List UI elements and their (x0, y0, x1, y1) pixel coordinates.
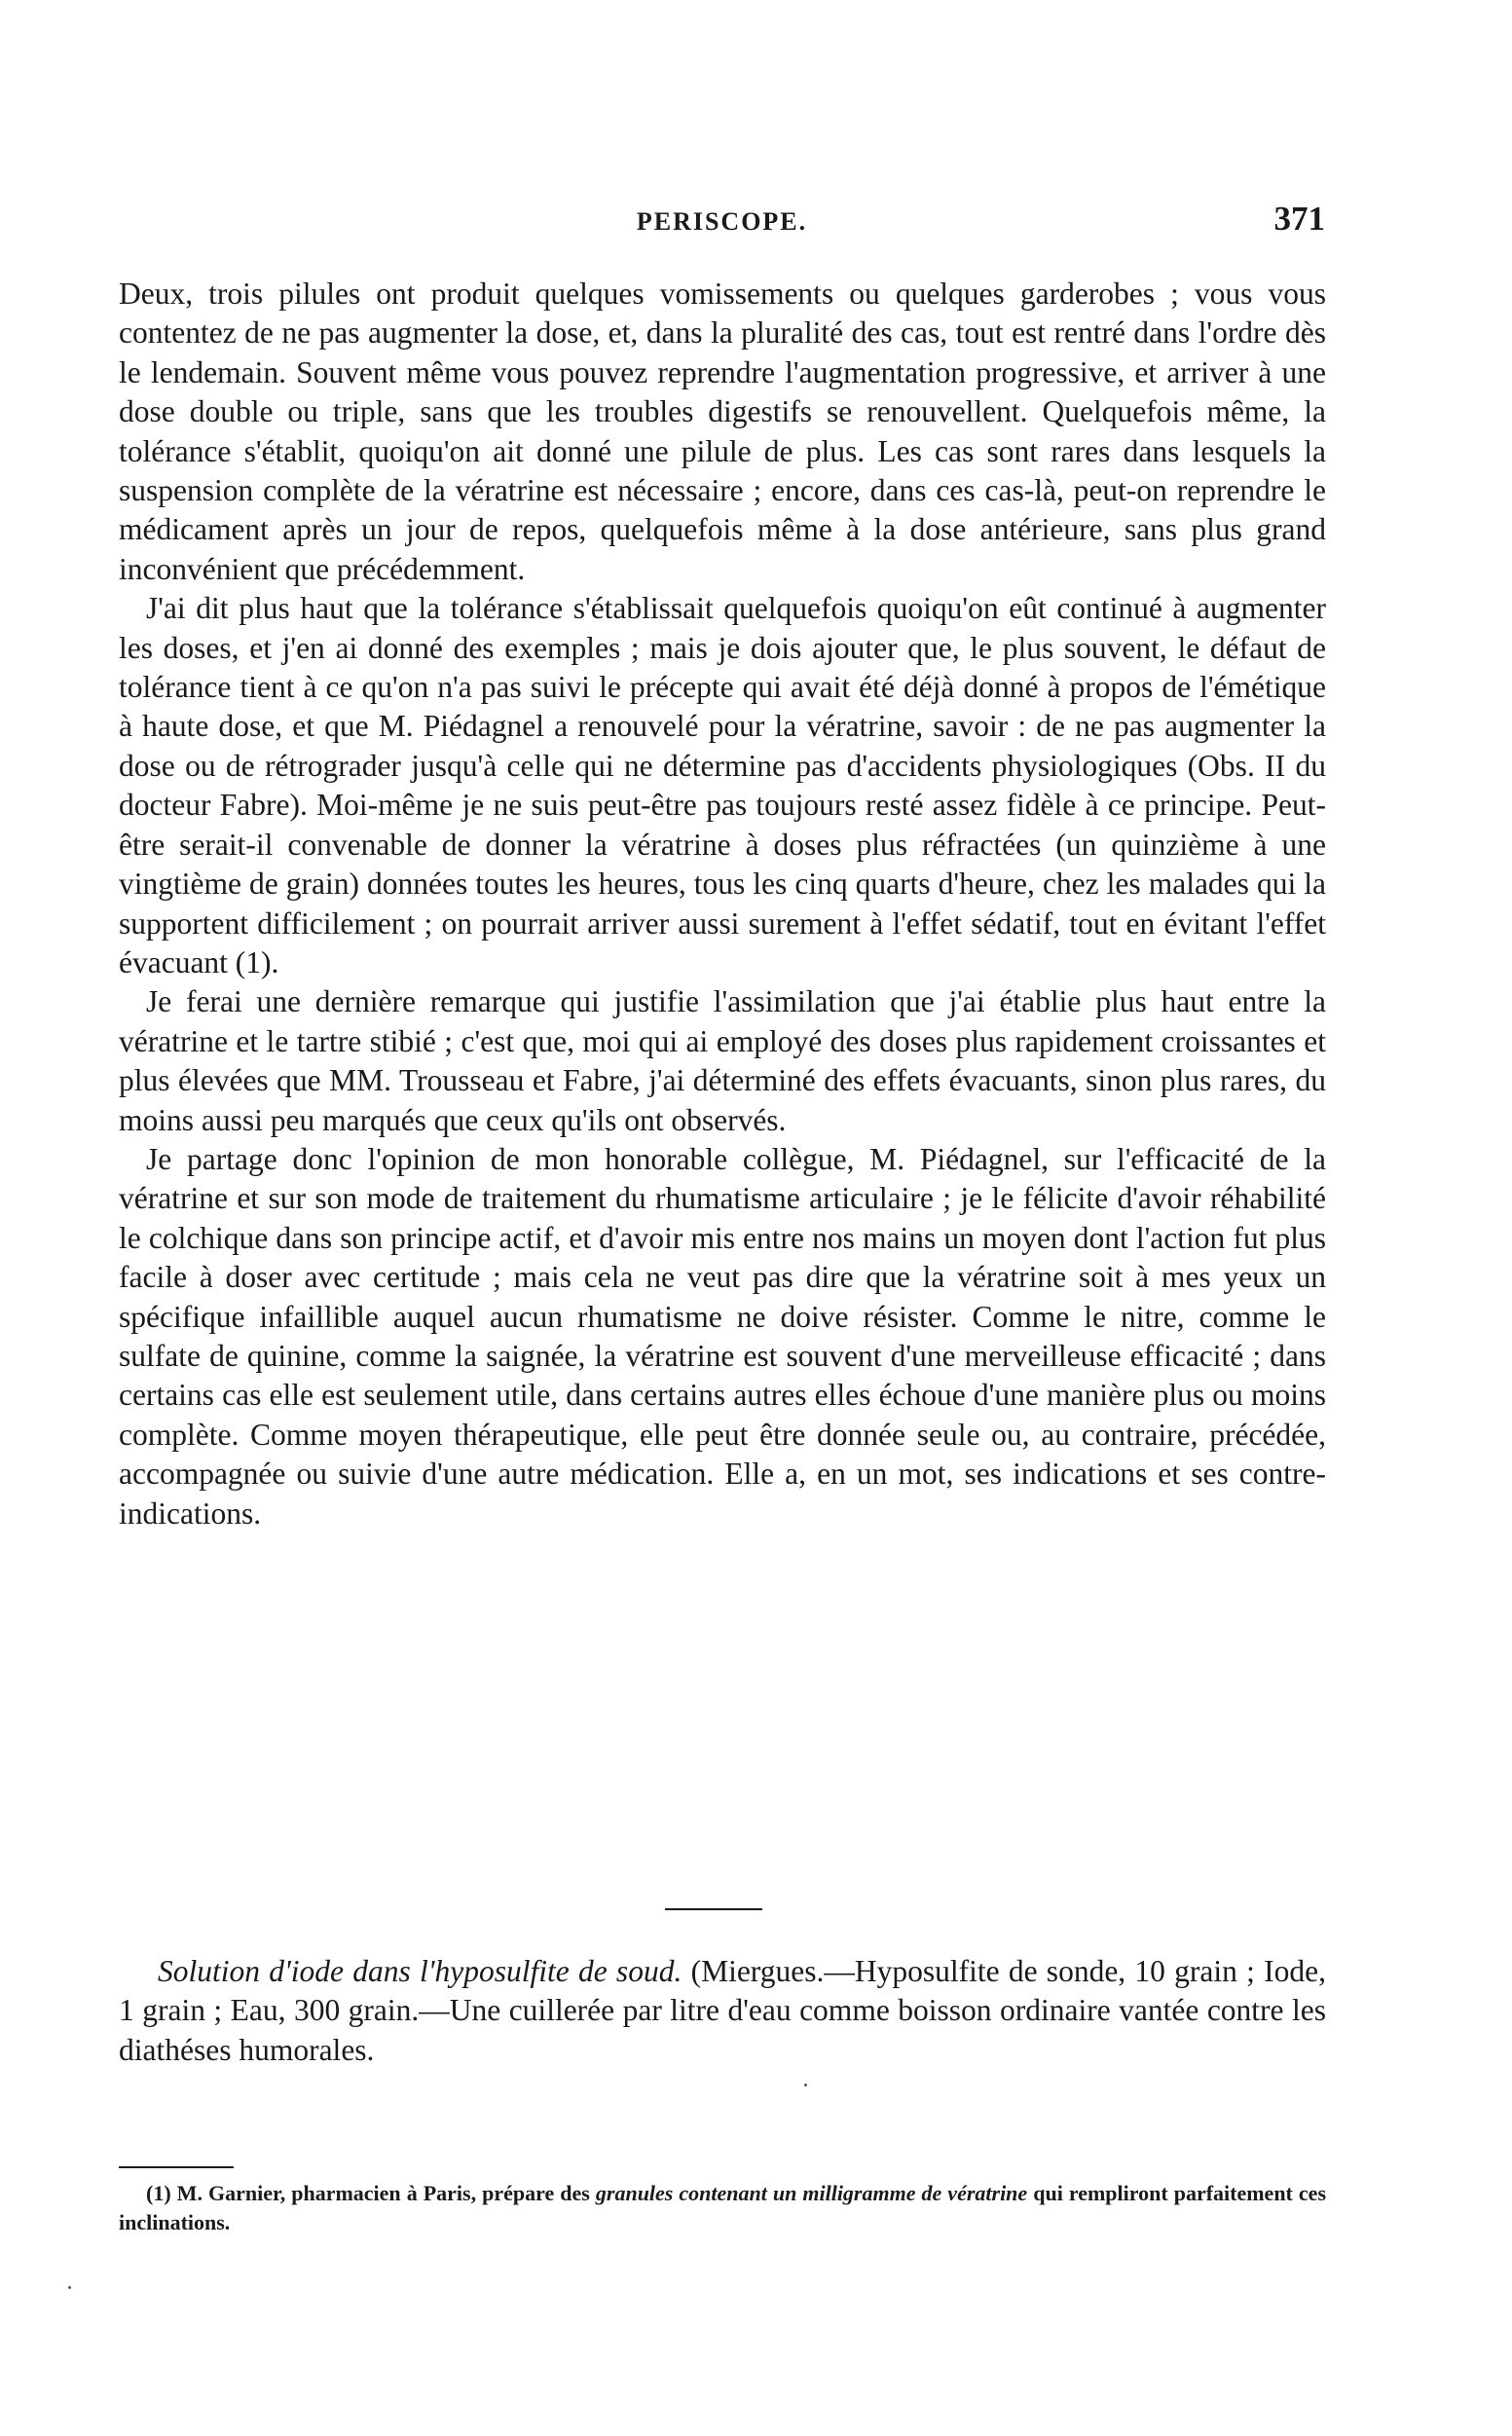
footnote-tail: qui rempliront parfaitement ces inclinations. (119, 2181, 1327, 2234)
footnote-rule (119, 2166, 234, 2168)
footnote-paragraph (119, 2179, 1326, 2237)
paragraph-2: J'ai dit plus haut que la tolérance s'établissait quelquefois quoiqu'on eût continué à augmenter les doses, et j'en ai donné des exemples ; mais je dois ajouter que, le plus souvent, le défaut de tolérance tient à ce qu'on n'a pas suivi le précepte qui avait été déjà donné à propos de l'émétique à haute dose, et que M. Piédagnel a renouvelé pour la vératrine, savoir : de ne pas augmenter la dose ou de rétrograder jusqu'à celle qui ne détermine pas d'accidents physiologiques (Obs. II du docteur Fabre). Moi-même je ne suis peut-être pas toujours resté assez fidèle à ce principe. Peut-être serait-il convenable de donner la vératrine à doses plus réfractées (un quinzième à une vingtième de grain) données toutes les heures, tous les cinq quarts d'heure, chez les malades qui la supportent difficilement ; on pourrait arriver aussi surement à l'effet sédatif, tout en évitant l'effet évacuant (1). (119, 591, 1326, 979)
formula-text: (Miergues.—Hyposulfite de sonde, 10 grain ; Iode, 1 grain ; Eau, 300 grain.—Une cuillerée par litre d'eau comme boisson ordinaire vantée contre les diathéses humorales. (119, 1954, 1326, 2067)
section-separator (665, 1908, 762, 1910)
paragraph-1: Deux, trois pilules ont produit quelques vomissements ou quelques garderobes ; vous vous contentez de ne pas augmenter la dose, et, dans la pluralité des cas, tout est rentré dans l'ordre dès le lendemain. Souvent même vous pouvez reprendre l'augmentation progressive, et arriver à une dose double ou triple, sans que les troubles digestifs se renouvellent. Quelquefois même, la tolérance s'établit, quoiqu'on ait donné une pilule de plus. Les cas sont rares dans lesquels la suspension complète de la vératrine est nécessaire ; encore, dans ces cas-là, peut-on reprendre le médicament après un jour de repos, quelquefois même à la dose antérieure, sans plus grand inconvénient que précédemment. (119, 277, 1326, 586)
running-head: PERISCOPE. (636, 207, 808, 236)
footnote-lead: (1) M. Garnier, pharmacien à Paris, prépare des (146, 2181, 590, 2205)
paragraph-4: Je partage donc l'opinion de mon honorable collègue, M. Piédagnel, sur l'efficacité de la vératrine et sur son mode de traitement du rhumatisme articulaire ; je le félicite d'avoir réhabilité le colchique dans son principe actif, et d'avoir mis entre nos mains un moyen dont l'action fut plus facile à doser avec certitude ; mais cela ne veut pas dire que la vératrine soit à mes yeux un spécifique infaillible auquel aucun rhumatisme ne doive résister. Comme le nitre, comme le sulfate de quinine, comme la saignée, la vératrine est souvent d'une merveilleuse efficacité ; dans certains cas elle est seulement utile, dans certains autres elles échoue d'une manière plus ou moins complète. Comme moyen thérapeutique, elle peut être donnée seule ou, au contraire, précédée, accompagnée ou suivie d'une autre médication. Elle a, en un mot, ses indications et ses contre-indications. (119, 1141, 1326, 1531)
page-header (119, 200, 1325, 248)
formula-paragraph (119, 1952, 1326, 2070)
print-speck (804, 2084, 807, 2086)
formula-title: Solution d'iode dans l'hyposulfite de soud. (158, 1954, 682, 1988)
footnote-italic: granules contenant un milligramme de vératrine (595, 2181, 1028, 2205)
page-number: 371 (1273, 200, 1325, 238)
print-speck (68, 2286, 71, 2289)
paragraph-3: Je ferai une dernière remarque qui justifie l'assimilation que j'ai établie plus haut entre la vératrine et le tartre stibié ; c'est que, moi qui ai employé des doses plus rapidement croissantes et plus élevées que MM. Trousseau et Fabre, j'ai déterminé des effets évacuants, sinon plus rares, du moins aussi peu marqués que ceux qu'ils ont observés. (119, 984, 1326, 1137)
body-text (119, 275, 1326, 1533)
formula-entry (119, 1952, 1326, 2070)
footnote (119, 2179, 1326, 2237)
